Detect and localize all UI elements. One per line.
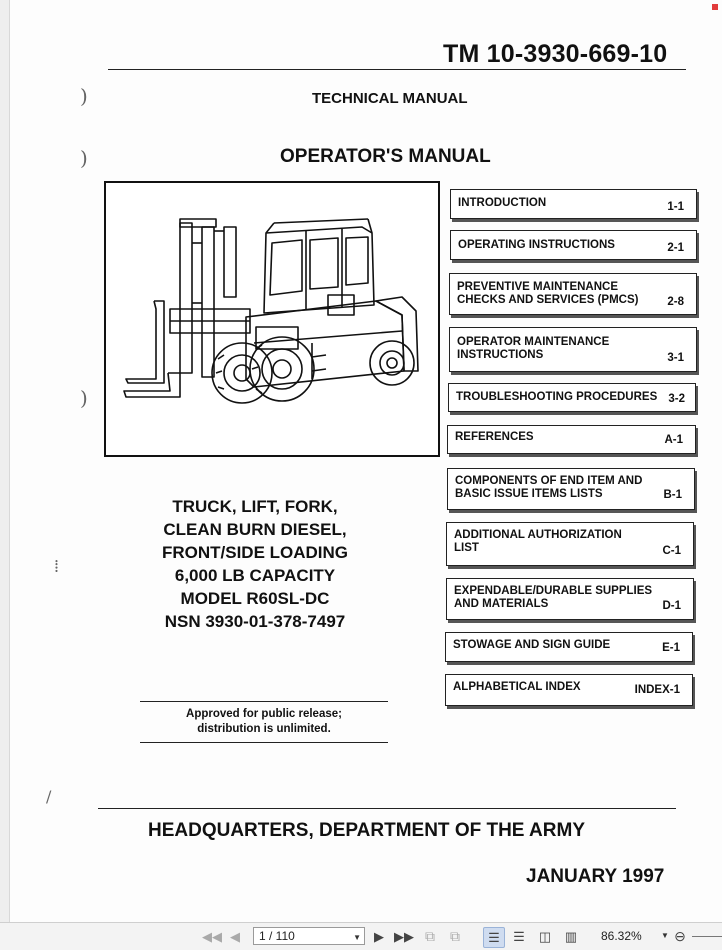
release-rule-top xyxy=(140,701,388,702)
page-number-input[interactable] xyxy=(253,927,365,945)
toc-title: REFERENCES xyxy=(455,431,534,443)
facing-icon[interactable]: ◫ xyxy=(538,928,552,944)
toc-page: B-1 xyxy=(663,489,682,501)
toc-item-references[interactable] xyxy=(447,425,696,454)
toc-item-expendable-supplies[interactable] xyxy=(446,578,694,620)
toc-page: A-1 xyxy=(664,434,683,446)
toc-item-operating-instructions[interactable] xyxy=(450,230,697,260)
pdf-viewer-toolbar xyxy=(0,922,722,950)
footer-rule xyxy=(98,808,676,809)
toc-title: INTRODUCTION xyxy=(458,197,547,209)
next-page-icon[interactable]: ▶ xyxy=(374,928,384,944)
scan-mark: ) xyxy=(80,146,88,170)
corner-marker xyxy=(712,4,718,10)
toc-item-components[interactable] xyxy=(447,468,695,510)
scan-mark: / xyxy=(46,787,52,806)
toc-page: D-1 xyxy=(662,600,681,612)
toc-item-pmcs[interactable] xyxy=(449,273,697,315)
scan-mark: ⁞ xyxy=(54,556,60,577)
toc-item-additional-authorization[interactable] xyxy=(446,522,694,566)
toc-item-operator-maintenance[interactable] xyxy=(449,327,697,372)
zoom-out-icon[interactable]: ⊖ xyxy=(674,928,686,944)
toc-page: 1-1 xyxy=(667,201,684,213)
equipment-line: 6,000 LB CAPACITY xyxy=(174,566,336,585)
toc-title: COMPONENTS OF END ITEM AND BASIC ISSUE ITEMS LISTS xyxy=(455,475,643,500)
toc-page: E-1 xyxy=(662,642,680,654)
toc-title: OPERATOR MAINTENANCE INSTRUCTIONS xyxy=(457,336,610,361)
toc-page: C-1 xyxy=(662,545,681,557)
page-edge xyxy=(0,0,10,922)
release-statement xyxy=(140,707,388,737)
next-view-icon[interactable]: ⧉ xyxy=(450,928,460,944)
header-rule xyxy=(108,69,686,70)
continuous-icon[interactable]: ☰ xyxy=(513,928,525,944)
toc-item-troubleshooting[interactable] xyxy=(448,383,696,412)
last-page-icon[interactable]: ▶▶ xyxy=(394,928,414,944)
equipment-line: TRUCK, LIFT, FORK, xyxy=(172,497,338,516)
equipment-description xyxy=(150,495,360,633)
previous-page-icon[interactable]: ◀ xyxy=(230,928,240,944)
publication-date: JANUARY 1997 xyxy=(526,866,665,887)
toc-title: ADDITIONAL AUTHORIZATION LIST xyxy=(454,529,622,554)
page-indicator: 1 / 110 xyxy=(259,929,295,943)
operators-manual-heading: OPERATOR'S MANUAL xyxy=(280,146,491,167)
forklift-drawing xyxy=(106,183,438,455)
release-line: distribution is unlimited. xyxy=(197,723,331,735)
toc-page: INDEX-1 xyxy=(634,684,680,696)
release-rule-bottom xyxy=(140,742,388,743)
toc-item-stowage[interactable] xyxy=(445,632,693,662)
toc-title: ALPHABETICAL INDEX xyxy=(453,681,581,693)
toc-page: 2-1 xyxy=(667,242,684,254)
tm-number: TM 10-3930-669-10 xyxy=(443,40,668,68)
zoom-level[interactable]: 86.32% xyxy=(601,929,642,943)
chevron-down-icon[interactable]: ▼ xyxy=(353,933,361,942)
single-page-icon[interactable]: ☰ xyxy=(483,927,505,948)
toc-page: 3-1 xyxy=(667,352,684,364)
nsn-line: NSN 3930-01-378-7497 xyxy=(164,612,346,631)
forklift-illustration xyxy=(104,181,440,457)
technical-manual-heading: TECHNICAL MANUAL xyxy=(312,90,468,107)
equipment-line: CLEAN BURN DIESEL, xyxy=(163,520,347,539)
toc-page: 3-2 xyxy=(668,393,685,405)
zoom-slider[interactable] xyxy=(692,936,722,937)
toc-item-alphabetical-index[interactable] xyxy=(445,674,693,706)
toc-title: STOWAGE AND SIGN GUIDE xyxy=(453,639,611,651)
toc-title: EXPENDABLE/DURABLE SUPPLIES AND MATERIALS xyxy=(454,585,653,610)
toc-item-introduction[interactable] xyxy=(450,189,697,219)
chevron-down-icon[interactable]: ▼ xyxy=(661,931,669,940)
scan-mark: ) xyxy=(80,84,88,108)
previous-view-icon[interactable]: ⧉ xyxy=(425,928,435,944)
release-line: Approved for public release; xyxy=(186,708,342,720)
scan-mark: ) xyxy=(80,386,88,410)
headquarters-line: HEADQUARTERS, DEPARTMENT OF THE ARMY xyxy=(148,820,585,841)
continuous-facing-icon[interactable]: ▥ xyxy=(564,928,578,944)
toc-title: PREVENTIVE MAINTENANCE CHECKS AND SERVICES (PMCS) xyxy=(457,281,639,306)
equipment-line: MODEL R60SL-DC xyxy=(180,589,330,608)
first-page-icon[interactable]: ◀◀ xyxy=(202,928,222,944)
toc-title: OPERATING INSTRUCTIONS xyxy=(458,239,615,251)
equipment-line: FRONT/SIDE LOADING xyxy=(161,543,349,562)
toc-page: 2-8 xyxy=(667,296,684,308)
toc-title: TROUBLESHOOTING PROCEDURES xyxy=(456,391,658,403)
